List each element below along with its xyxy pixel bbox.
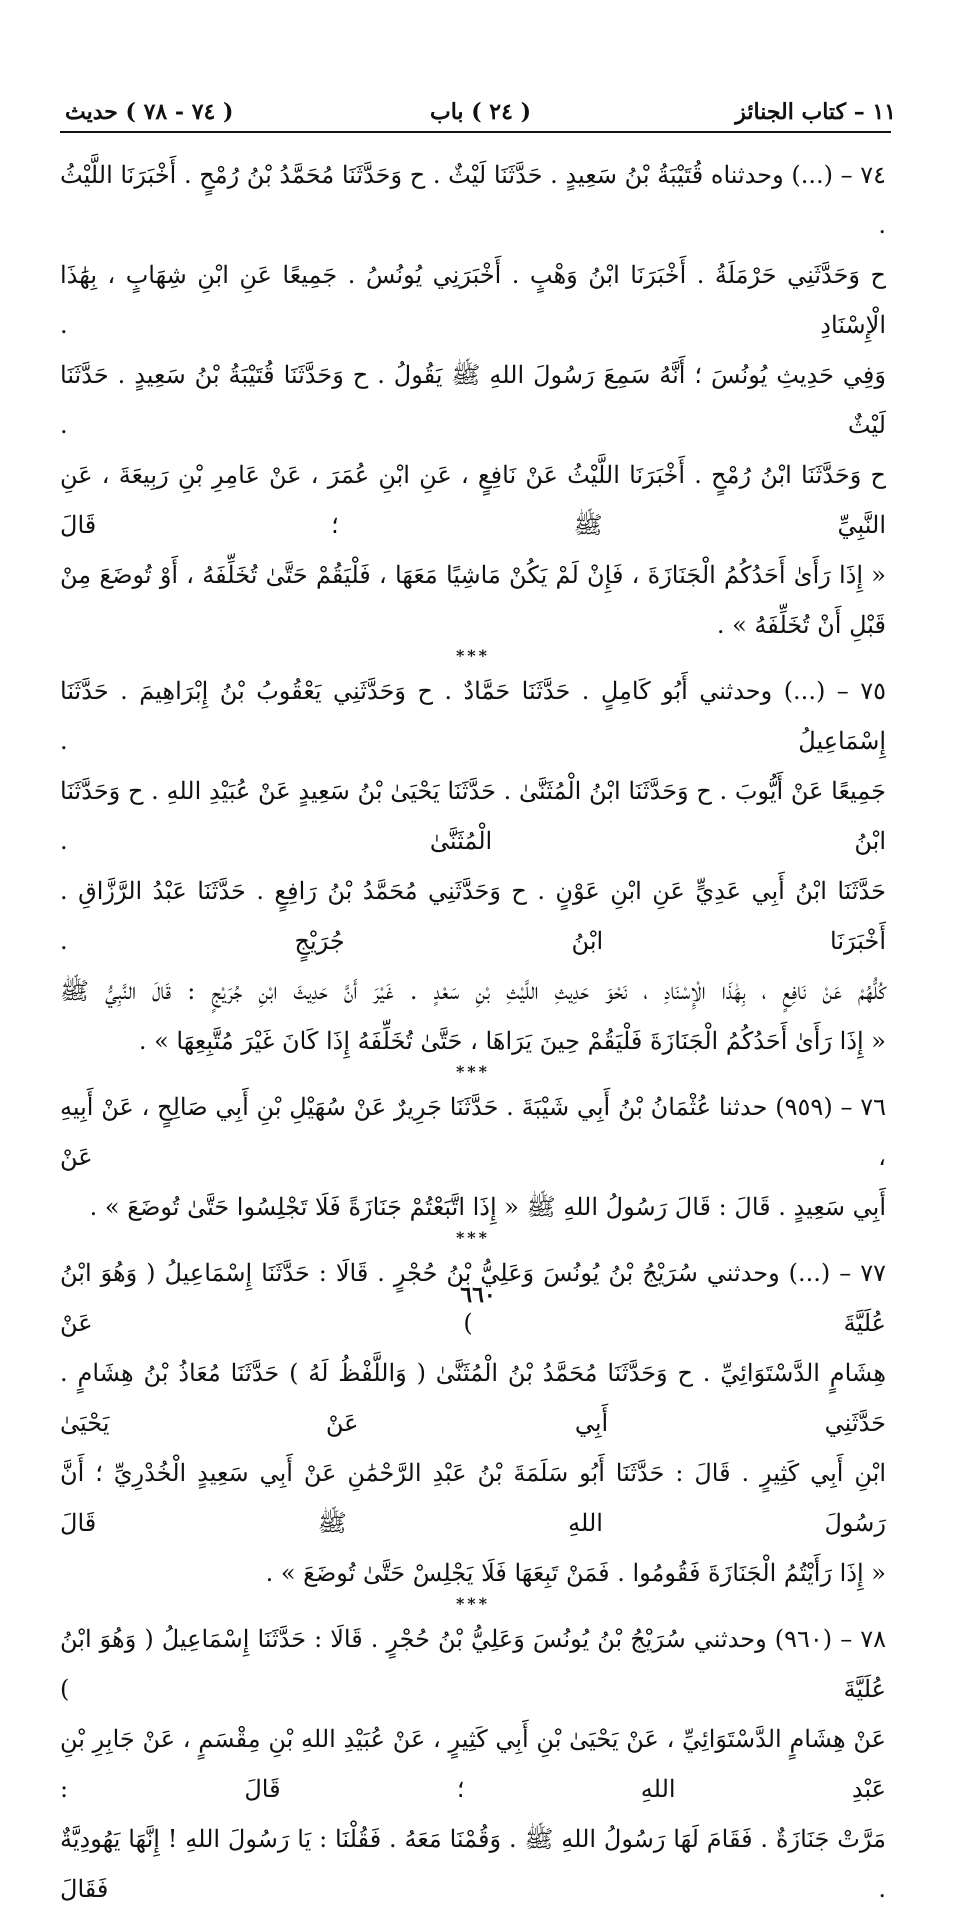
hadith-line: أَبِي سَعِيدٍ . قَالَ : قَالَ رَسُولُ اللهِ ﷺ « إِذَا اتَّبَعْتُمْ جَنَازَةً فَلَا تَجْلِسُوا حَتَّىٰ تُوضَعَ » .: [89, 1193, 886, 1221]
hadith-line: « إِذَا رَأَىٰ أَحَدُكُمُ الْجَنَازَةَ فَلْيَقُمْ حِينَ يَرَاهَا ، حَتَّىٰ تُخَلِّفَهُ إِذَا كَانَ غَيْرَ مُتَّبِعِهَا » .: [138, 1027, 886, 1055]
hadith-line: حَدَّثَنَا ابْنُ أَبِي عَدِيٍّ عَنِ ابْنِ عَوْنٍ . ح وَحَدَّثَنِي مُحَمَّدُ بْنُ رَافِعٍ . حَدَّثَنَا عَبْدُ الرَّزَّاقِ . أَخْبَرَنَا ابْنُ جُرَيْجٍ .: [60, 877, 886, 955]
header-rule: [60, 131, 891, 133]
hadith-line: ابْنِ أَبِي كَثِيرٍ . قَالَ : حَدَّثَنَا أَبُو سَلَمَةَ بْنُ عَبْدِ الرَّحْمَٰنِ عَنْ أَبِي سَعِيدٍ الْخُدْرِيِّ ؛ أَنَّ رَسُولَ اللهِ ﷺ قَالَ: [60, 1459, 886, 1537]
hadith-line: ٧٤ – (...) وحدثناه قُتَيْبَةُ بْنُ سَعِيدٍ . حَدَّثَنَا لَيْثٌ . ح وَحَدَّثَنَا مُحَمَّدُ بْنُ رُمْحٍ . أَخْبَرَنَا اللَّيْثُ .: [60, 161, 887, 239]
header-section: ( ٢٤ ) باب: [430, 99, 531, 125]
header-hadith-range: ( ٧٤ - ٧٨ ) حديث: [65, 99, 234, 125]
hadith-line: ٧٦ – (٩٥٩) حدثنا عُثْمَانُ بْنُ أَبِي شَيْبَةَ . حَدَّثَنَا جَرِيرٌ عَنْ سُهَيْلِ بْنِ أَبِي صَالِحٍ ، عَنْ أَبِيهِ ، عَنْ: [60, 1093, 887, 1171]
page-number: ٦٦٠: [460, 1282, 496, 1308]
hadith-78: [60, 1614, 886, 1914]
header-chapter: ١١ – كتاب الجنائز: [735, 99, 896, 125]
hadith-line: « إِذَا رَأَيْتُمُ الْجَنَازَةَ فَقُومُوا . فَمَنْ تَبِعَهَا فَلَا يَجْلِسْ حَتَّىٰ تُوضَعَ » .: [265, 1559, 886, 1587]
hadith-line: وَفِي حَدِيثِ يُونُسَ ؛ أَنَّهُ سَمِعَ رَسُولَ اللهِ ﷺ يَقُولُ . ح وَحَدَّثَنَا قُتَيْبَةُ بْنُ سَعِيدٍ . حَدَّثَنَا لَيْثٌ .: [60, 361, 886, 439]
hadith-75: [60, 666, 886, 1066]
section-separator: ***: [455, 1062, 491, 1081]
section-separator: ***: [455, 1594, 491, 1613]
hadith-line: ٧٧ – (...) وحدثني سُرَيْجُ بْنُ يُونُسَ وَعَلِيُّ بْنُ حُجْرٍ . قَالَا : حَدَّثَنَا إِسْمَاعِيلُ ( وَهُوَ ابْنُ عُلَيَّةَ ) عَنْ: [60, 1259, 886, 1337]
hadith-line: ٧٥ – (...) وحدثني أَبُو كَامِلٍ . حَدَّثَنَا حَمَّادٌ . ح وَحَدَّثَنِي يَعْقُوبُ بْنُ إِبْرَاهِيمَ . حَدَّثَنَا إِسْمَاعِيلُ .: [60, 677, 886, 755]
hadith-74: [60, 150, 886, 650]
hadith-76: [60, 1082, 886, 1232]
hadith-line: جَمِيعًا عَنْ أَيُّوبَ . ح وَحَدَّثَنَا ابْنُ الْمُثَنَّىٰ . حَدَّثَنَا يَحْيَىٰ بْنُ سَعِيدٍ عَنْ عُبَيْدِ اللهِ . ح وَحَدَّثَنَا ابْنُ الْمُثَنَّىٰ .: [60, 777, 886, 855]
hadith-line: ٧٨ – (٩٦٠) وحدثني سُرَيْجُ بْنُ يُونُسَ وَعَلِيُّ بْنُ حُجْرٍ . قَالَا : حَدَّثَنَا إِسْمَاعِيلُ ( وَهُوَ ابْنُ عُلَيَّةَ ): [60, 1625, 886, 1703]
running-header: [65, 92, 896, 132]
page-body: [60, 150, 886, 1914]
hadith-line: ح وَحَدَّثَنَا ابْنُ رُمْحٍ . أَخْبَرَنَا اللَّيْثُ عَنْ نَافِعٍ ، عَنِ ابْنِ عُمَرَ ، عَنْ عَامِرِ بْنِ رَبِيعَةَ ، عَنِ النَّبِيِّ ﷺ ؛ قَالَ: [60, 461, 887, 539]
hadith-line: عَنْ هِشَامٍ الدَّسْتَوَائِيِّ ، عَنْ يَحْيَىٰ بْنِ أَبِي كَثِيرٍ ، عَنْ عُبَيْدِ اللهِ بْنِ مِقْسَمٍ ، عَنْ جَابِرِ بْنِ عَبْدِ اللهِ ؛ قَالَ :: [60, 1725, 887, 1803]
section-separator: ***: [455, 1228, 491, 1247]
hadith-line: ح وَحَدَّثَنِي حَرْمَلَةُ . أَخْبَرَنَا ابْنُ وَهْبٍ . أَخْبَرَنِي يُونُسُ . جَمِيعًا عَنِ ابْنِ شِهَابٍ ، بِهَٰذَا الْإِسْنَادِ .: [60, 261, 886, 339]
hadith-line: مَرَّتْ جَنَازَةٌ . فَقَامَ لَهَا رَسُولُ اللهِ ﷺ . وَقُمْنَا مَعَهُ . فَقُلْنَا : يَا رَسُولَ اللهِ ! إِنَّهَا يَهُودِيَّةٌ . فَقَالَ: [60, 1825, 886, 1903]
hadith-line: كُلُّهُمْ عَنْ نَافِعٍ ، بِهَٰذَا الْإِسْنَادِ ، نَحْوَ حَدِيثِ اللَّيْثِ بْنِ سَعْدٍ . غَيْرَ أَنَّ حَدِيثَ ابْنِ جُرَيْجٍ : قَالَ النَّبِيُّ ﷺ: [60, 977, 886, 1005]
hadith-line: « إِذَا رَأَىٰ أَحَدُكُمُ الْجَنَازَةَ ، فَإِنْ لَمْ يَكُنْ مَاشِيًا مَعَهَا ، فَلْيَقُمْ حَتَّىٰ تُخَلِّفَهُ ، أَوْ تُوضَعَ مِنْ قَبْلِ أَنْ تُخَلِّفَهُ » .: [60, 561, 886, 639]
hadith-line: هِشَامٍ الدَّسْتَوَائِيِّ . ح وَحَدَّثَنَا مُحَمَّدُ بْنُ الْمُثَنَّىٰ ( وَاللَّفْظُ لَهُ ) حَدَّثَنَا مُعَاذُ بْنُ هِشَامٍ . حَدَّثَنِي أَبِي عَنْ يَحْيَىٰ: [60, 1359, 886, 1437]
section-separator: ***: [455, 646, 491, 665]
